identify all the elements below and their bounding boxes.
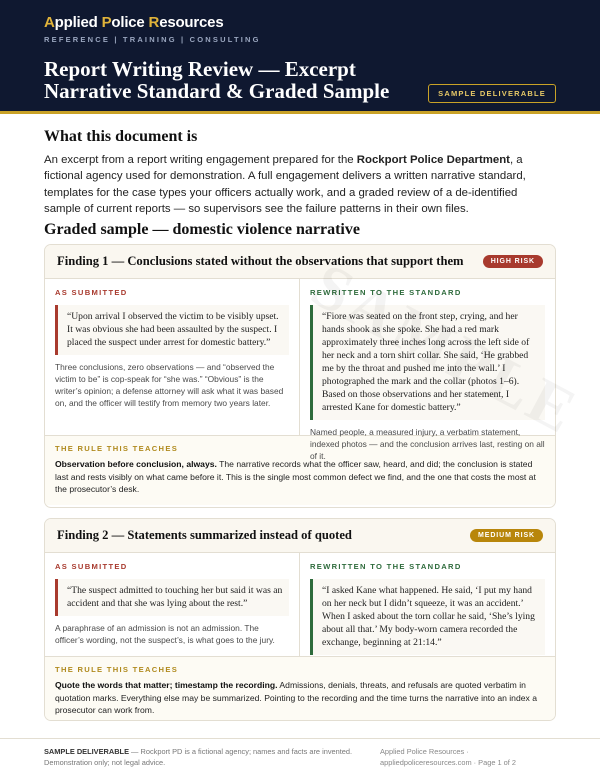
column-label: AS SUBMITTED <box>55 562 128 571</box>
client-name: Rockport Police Department <box>356 154 510 166</box>
brand-logo: Applied Police Resources <box>44 14 224 31</box>
submitted-quote: “The suspect admitted to touching her but said it was an accident and that she was lying about the rest.” <box>55 579 289 616</box>
rewritten-quote: “I asked Kane what happened. He said, ‘I put my hand on her neck but I didn’t squeeze, it was an accident.’ When I asked about the torn collar he said, ‘She’s lying about all that.’ My body-worn camera recorded the exchange, beginning at 21:14.” <box>310 579 545 655</box>
column-label: REWRITTEN TO THE STANDARD <box>310 562 462 571</box>
column-label: REWRITTEN TO THE STANDARD <box>310 288 462 297</box>
rule-label: THE RULE THIS TEACHES <box>55 665 179 674</box>
page-footer <box>0 738 600 776</box>
intro-paragraph: An excerpt from a report writing engagement prepared for the Rockport Police Department, a fictional agency used for demonstration. A full engagement delivers a written narrative standard, templates for the case types your officers actually work, and a graded review of a de-identified sample of current reports — so supervisors see the failure patterns in their own files. <box>44 154 526 216</box>
rewritten-column <box>300 553 555 656</box>
finding-header <box>45 245 555 279</box>
rewritten-quote: “Fiore was seated on the front step, crying, and her hands shook as she spoke. She had a red mark approximately three inches long across the left side of her neck and a torn shirt collar. She said, ‘He grabbed me by the throat and pushed me into the wall.’ I photographed the mark and the collar (photos 1–6). Based on those observations and her statement, I arrested Kane for domestic battery.” <box>310 305 545 420</box>
brand-tagline: REFERENCE | TRAINING | CONSULTING <box>44 35 261 44</box>
finding-card-1 <box>44 244 556 508</box>
as-submitted-column <box>45 553 300 656</box>
rule-text: Observation before conclusion, always. The narrative records what the officer saw, heard, and did; the conclusion is stated last and rests visibly on what came before it. This is the single most common defect we find, and the one that costs the most at the prosecutor’s desk. <box>55 459 536 494</box>
footer-disclaimer: SAMPLE DELIVERABLE — Rockport PD is a fictional agency; names and facts are invented. Demonstration only; not legal advice. <box>44 747 353 767</box>
as-submitted-column <box>45 279 300 435</box>
submitted-quote: “Upon arrival I observed the victim to be visibly upset. It was obvious she had been assaulted by the suspect. I placed the suspect under arrest for domestic battery.” <box>55 305 289 355</box>
sample-deliverable-badge: SAMPLE DELIVERABLE <box>428 84 556 103</box>
title-line-1: Report Writing Review — Excerpt <box>44 57 356 81</box>
rewritten-column <box>300 279 555 461</box>
finding-header <box>45 519 555 553</box>
intro-heading: What this document is <box>44 128 198 145</box>
risk-badge: HIGH RISK <box>483 255 543 268</box>
rule-section <box>45 657 555 721</box>
rule-label: THE RULE THIS TEACHES <box>55 444 179 453</box>
finding-title: Finding 1 — Conclusions stated without the observations that support them <box>57 254 464 268</box>
footer-page-info: Applied Police Resources · appliedpoliceresources.com · Page 1 of 2 <box>380 747 516 767</box>
rule-text: Quote the words that matter; timestamp the recording. Admissions, denials, threats, and refusals are quoted verbatim in quotation marks. Everything else may be summarized. Pointing to the recording and the time turns the narrative into an index a prosecutor can work from. <box>55 680 537 715</box>
document-header <box>0 0 600 114</box>
rewritten-note: Named people, a measured injury, a verbatim statement, indexed photos — and the conclusion arrives last, resting on all of it. <box>310 427 545 461</box>
risk-badge: MEDIUM RISK <box>470 529 543 542</box>
title-line-2: Narrative Standard & Graded Sample <box>44 79 390 103</box>
submitted-note: Three conclusions, zero observations — and “observed the victim to be” is cop-speak for “she was.” “Obvious” is the writer’s opinion; a defense attorney will ask what it was based on, and the officer will testify from memory two years later. <box>55 362 284 408</box>
graded-sample-heading: Graded sample — domestic violence narrative <box>44 221 360 238</box>
document-title <box>44 58 389 102</box>
column-label: AS SUBMITTED <box>55 288 128 297</box>
submitted-note: A paraphrase of an admission is not an admission. The officer’s wording, not the suspect’s, is what goes to the jury. <box>55 623 275 645</box>
finding-title: Finding 2 — Statements summarized instead of quoted <box>57 528 352 542</box>
finding-card-2 <box>44 518 556 721</box>
